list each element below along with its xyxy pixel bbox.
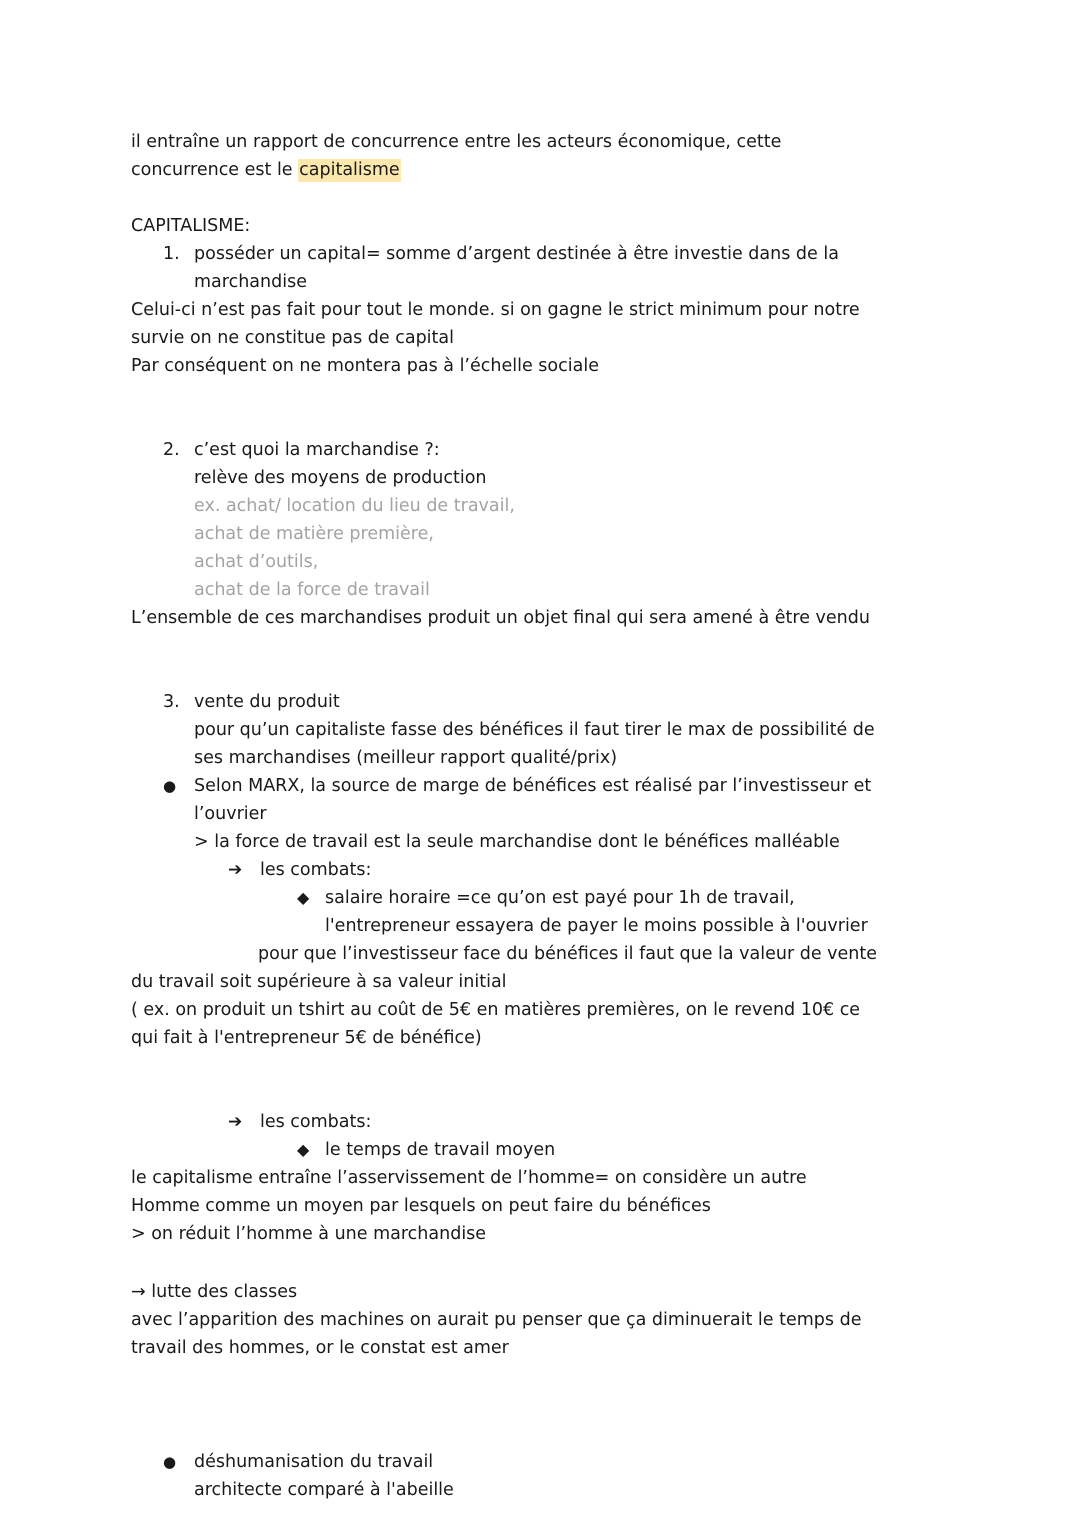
salaire-horaire-line-1: salaire horaire =ce qu’on est payé pour 1h de travail, — [325, 888, 795, 908]
intro-paragraph — [131, 128, 981, 184]
asservissement-line-1: le capitalisme entraîne l’asservissement de l’homme= on considère un autre — [131, 1168, 807, 1188]
paragraph-lutte-des-classes — [131, 1278, 981, 1362]
list-item-2-title: c’est quoi la marchandise ?: — [194, 440, 440, 460]
list-item-2-example-1: ex. achat/ location du lieu de travail, — [194, 496, 515, 516]
diamond-bullet-icon: ◆ — [297, 888, 310, 907]
spacer — [131, 1362, 981, 1448]
list-item-1 — [131, 240, 981, 296]
investisseur-line-3: ( ex. on produit un tshirt au coût de 5€ en matières premières, on le revend 10€ ce — [131, 1000, 861, 1020]
intro-line-1: il entraîne un rapport de concurrence entre les acteurs économique, cette — [131, 132, 782, 152]
intro-line-2 — [131, 156, 981, 184]
list-item-3-body — [194, 688, 981, 772]
deshumanisation-line-2: architecte comparé à l'abeille — [194, 1480, 454, 1500]
list-item-marx-line-1: Selon MARX, la source de marge de bénéfices est réalisé par l’investisseur et — [194, 776, 872, 796]
paragraph-asservissement — [131, 1164, 981, 1248]
list-item-2-example-3: achat d’outils, — [194, 552, 319, 572]
document-body — [131, 128, 981, 1504]
investisseur-line-1: pour que l’investisseur face du bénéfices il faut que la valeur de vente — [258, 944, 878, 964]
lutte-line-2: travail des hommes, or le constat est amer — [131, 1338, 509, 1358]
list-item-2 — [131, 436, 981, 604]
after-item-1-line-2: survie on ne constitue pas de capital — [131, 328, 454, 348]
arrow-thin-icon: → — [131, 1282, 146, 1302]
spacer — [131, 1248, 981, 1278]
diamond-bullet-icon: ◆ — [297, 1140, 310, 1159]
investisseur-line-2: du travail soit supérieure à sa valeur initial — [131, 972, 507, 992]
lutte-heading — [131, 1278, 981, 1306]
list-item-combats-2 — [131, 1108, 981, 1136]
lutte-label: lutte des classes — [151, 1282, 298, 1302]
bullet-dot-icon: ● — [163, 1453, 177, 1471]
marx-sub-note: > la force de travail est la seule marchandise dont le bénéfices malléable — [194, 832, 840, 852]
list-marker-number-1: 1. — [163, 244, 180, 264]
list-item-3 — [131, 688, 981, 772]
after-item-1-line-3: Par conséquent on ne montera pas à l’échelle sociale — [131, 356, 599, 376]
asservissement-line-2: Homme comme un moyen par lesquels on peut faire du bénéfices — [131, 1196, 711, 1216]
arrow-right-icon: ➔ — [228, 860, 243, 880]
list-item-combats-1 — [131, 856, 981, 884]
list-item-marx-line-2: l’ouvrier — [194, 804, 267, 824]
salaire-horaire-line-2: l'entrepreneur essayera de payer le moins possible à l'ouvrier — [325, 916, 868, 936]
list-item-3-line-2: ses marchandises (meilleur rapport qualité/prix) — [194, 748, 618, 768]
list-marker-number-2: 2. — [163, 440, 180, 460]
list-item-salaire-horaire — [131, 884, 981, 912]
paragraph-after-item-2: L’ensemble de ces marchandises produit un objet final qui sera amené à être vendu — [131, 608, 870, 628]
lutte-line-1: avec l’apparition des machines on aurait pu penser que ça diminuerait le temps de — [131, 1310, 862, 1330]
list-item-3-title: vente du produit — [194, 692, 340, 712]
paragraph-after-item-1 — [131, 296, 981, 380]
list-item-2-example-4: achat de la force de travail — [194, 580, 430, 600]
list-item-temps-travail — [131, 1136, 981, 1164]
arrow-right-icon: ➔ — [228, 1112, 243, 1132]
section-heading-capitalisme: CAPITALISME: — [131, 216, 251, 236]
spacer — [131, 632, 981, 688]
list-item-2-subtitle: relève des moyens de production — [194, 468, 487, 488]
list-item-temps-travail-body: le temps de travail moyen — [325, 1140, 556, 1160]
list-item-combats-2-label: les combats: — [260, 1112, 372, 1132]
intro-line-2-prefix: concurrence est le — [131, 160, 299, 180]
list-item-2-body — [194, 436, 981, 604]
spacer — [131, 184, 981, 212]
list-item-1-line-2: marchandise — [194, 272, 307, 292]
after-item-1-line-1: Celui-ci n’est pas fait pour tout le monde. si on gagne le strict minimum pour notre — [131, 300, 860, 320]
list-marker-number-3: 3. — [163, 692, 180, 712]
list-item-deshumanisation-body — [194, 1448, 981, 1504]
list-item-1-body — [194, 240, 981, 296]
paragraph-investisseur — [131, 940, 981, 1052]
list-item-salaire-horaire-body — [325, 884, 981, 912]
list-item-3-line-1: pour qu’un capitaliste fasse des bénéfices il faut tirer le max de possibilité de — [194, 720, 875, 740]
list-item-marx-body — [194, 772, 981, 828]
list-item-1-line-1: posséder un capital= somme d’argent destinée à être investie dans de la — [194, 244, 839, 264]
highlighted-term-capitalisme: capitalisme — [299, 160, 400, 180]
list-item-2-example-2: achat de matière première, — [194, 524, 434, 544]
spacer — [131, 380, 981, 436]
investisseur-line-4: qui fait à l'entrepreneur 5€ de bénéfice) — [131, 1028, 482, 1048]
bullet-dot-icon: ● — [163, 777, 177, 795]
deshumanisation-line-1: déshumanisation du travail — [194, 1452, 434, 1472]
spacer — [131, 1052, 981, 1108]
asservissement-line-3: > on réduit l’homme à une marchandise — [131, 1224, 487, 1244]
list-item-marx — [131, 772, 981, 828]
list-item-deshumanisation — [131, 1448, 981, 1504]
list-item-combats-1-label: les combats: — [260, 860, 372, 880]
